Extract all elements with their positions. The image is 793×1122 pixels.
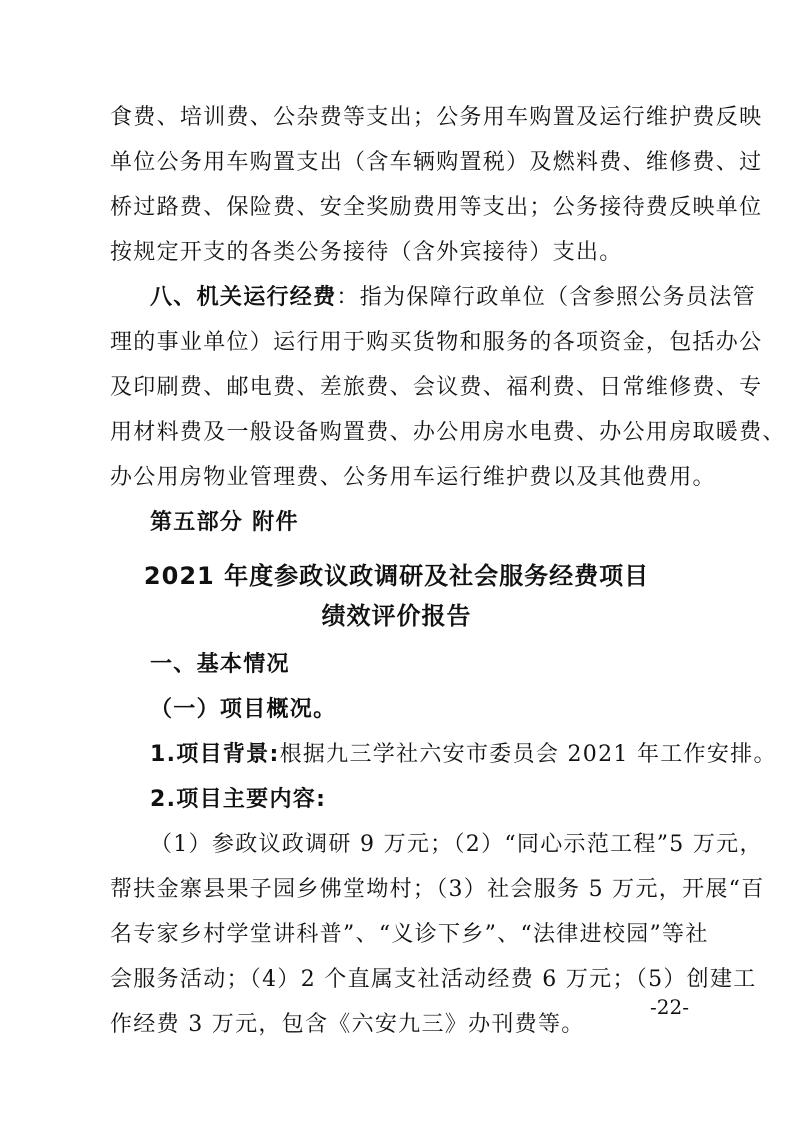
heading-project-overview: （一）项目概况。 [150,697,337,722]
paragraph-line: 会服务活动；（4）2 个直属支社活动经费 6 万元；（5）创建工 [110,967,757,992]
part-five-heading: 第五部分 附件 [150,510,299,535]
paragraph-line: 按规定开支的各类公务接待（含外宾接待）支出。 [110,240,623,265]
paragraph-line: 作经费 3 万元，包含《六安九三》办刊费等。 [110,1012,585,1037]
heading-basic-info: 一、基本情况 [150,652,290,677]
section-8-first-line [150,283,756,313]
paragraph-line: 食费、培训费、公杂费等支出；公务用车购置及运行维护费反映 [110,105,763,130]
item-1-text: 根据九三学社六安市委员会 2021 年工作安排。 [279,742,777,767]
paragraph-line: 理的事业单位）运行用于购买货物和服务的各项资金，包括办公 [110,330,763,355]
section-8-heading: 八、机关运行经费 [150,285,337,310]
paragraph-line: 单位公务用车购置支出（含车辆购置税）及燃料费、维修费、过 [110,150,763,175]
paragraph-line: 及印刷费、邮电费、差旅费、会议费、福利费、日常维修费、专 [110,375,763,400]
item-1-label: 1.项目背景: [150,742,280,767]
item-project-background [150,740,777,770]
report-title-line-2: 绩效评价报告 [321,602,472,630]
section-8-text: ：指为保障行政单位（含参照公务员法管 [336,285,756,310]
paragraph-line: 办公用房物业管理费、公务用车运行维护费以及其他费用。 [110,465,716,490]
paragraph-line: 桥过路费、保险费、安全奖励费用等支出；公务接待费反映单位 [110,195,763,220]
paragraph-line: （1）参政议政调研 9 万元；（2）“同心示范工程”5 万元， [150,832,763,857]
report-title-line-1: 2021 年度参政议政调研及社会服务经费项目 [143,562,650,590]
paragraph-line: 用材料费及一般设备购置费、办公用房水电费、办公用房取暖费、 [110,420,786,445]
paragraph-line: 帮扶金寨县果子园乡佛堂坳村；（3）社会服务 5 万元，开展“百 [110,877,765,902]
item-2-label: 2.项目主要内容: [150,787,327,812]
paragraph-line: 名专家乡村学堂讲科普”、“义诊下乡”、“法律进校园”等社 [110,922,709,947]
page-number: -22- [650,995,689,1019]
